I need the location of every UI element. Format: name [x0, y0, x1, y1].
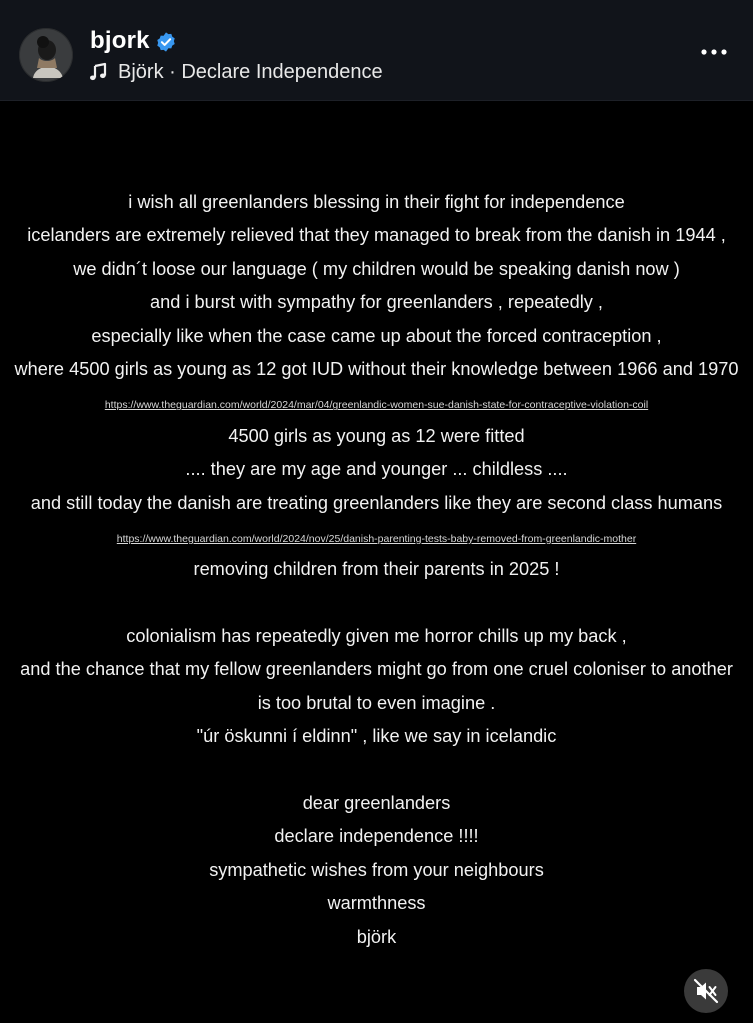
post-line: we didn´t loose our language ( my children would be speaking danish now )	[73, 258, 680, 279]
post-line: declare independence !!!!	[274, 826, 479, 847]
post-line: "úr öskunni í eldinn" , like we say in icelandic	[196, 726, 557, 747]
article-link[interactable]: https://www.theguardian.com/world/2024/nov/25/danish-parenting-tests-baby-removed-from-greenlandic-mother	[116, 532, 637, 545]
avatar[interactable]	[19, 28, 73, 82]
link-line	[0, 520, 753, 553]
blank-line	[0, 754, 753, 787]
more-horizontal-icon	[697, 38, 731, 66]
audio-track[interactable]	[88, 60, 383, 84]
username[interactable]: bjork	[90, 27, 150, 54]
post-line: removing children from their parents in 2025 !	[193, 559, 560, 580]
blank-line	[0, 587, 753, 620]
avatar-image	[19, 28, 73, 82]
speaker-muted-icon	[684, 969, 728, 1013]
music-note-icon	[88, 62, 108, 82]
link-line	[0, 386, 753, 419]
post-header	[0, 0, 753, 101]
verified-badge-icon	[155, 31, 177, 53]
post-line: and still today the danish are treating greenlanders like they are second class humans	[30, 492, 723, 513]
post-line: warmthness	[327, 893, 426, 914]
audio-label: Björk · Declare Independence	[118, 60, 383, 83]
post-line: is too brutal to even imagine .	[257, 692, 496, 713]
post-line: 4500 girls as young as 12 were fitted	[228, 425, 525, 446]
post-line: .... they are my age and younger ... childless ....	[185, 459, 568, 480]
article-link[interactable]: https://www.theguardian.com/world/2024/mar/04/greenlandic-women-sue-danish-state-for-contraceptive-violation-coil	[104, 399, 649, 412]
post-line: björk	[356, 926, 397, 947]
post-line: colonialism has repeatedly given me horror chills up my back ,	[126, 626, 627, 647]
post-line: dear greenlanders	[302, 793, 451, 814]
post-line: sympathetic wishes from your neighbours	[209, 859, 544, 880]
mute-toggle-button[interactable]	[684, 969, 728, 1013]
post-line: i wish all greenlanders blessing in their fight for independence	[128, 192, 625, 212]
post-line: icelanders are extremely relieved that they managed to break from the danish in 1944 ,	[27, 225, 726, 246]
more-options-button[interactable]	[697, 38, 731, 66]
post-line: where 4500 girls as young as 12 got IUD without their knowledge between 1966 and 1970	[14, 358, 739, 379]
post-text	[0, 186, 753, 954]
post-line: and i burst with sympathy for greenlanders , repeatedly ,	[150, 292, 603, 313]
post-line: and the chance that my fellow greenlanders might go from one cruel coloniser to another	[20, 659, 733, 680]
post-line: especially like when the case came up about the forced contraception ,	[91, 325, 662, 346]
